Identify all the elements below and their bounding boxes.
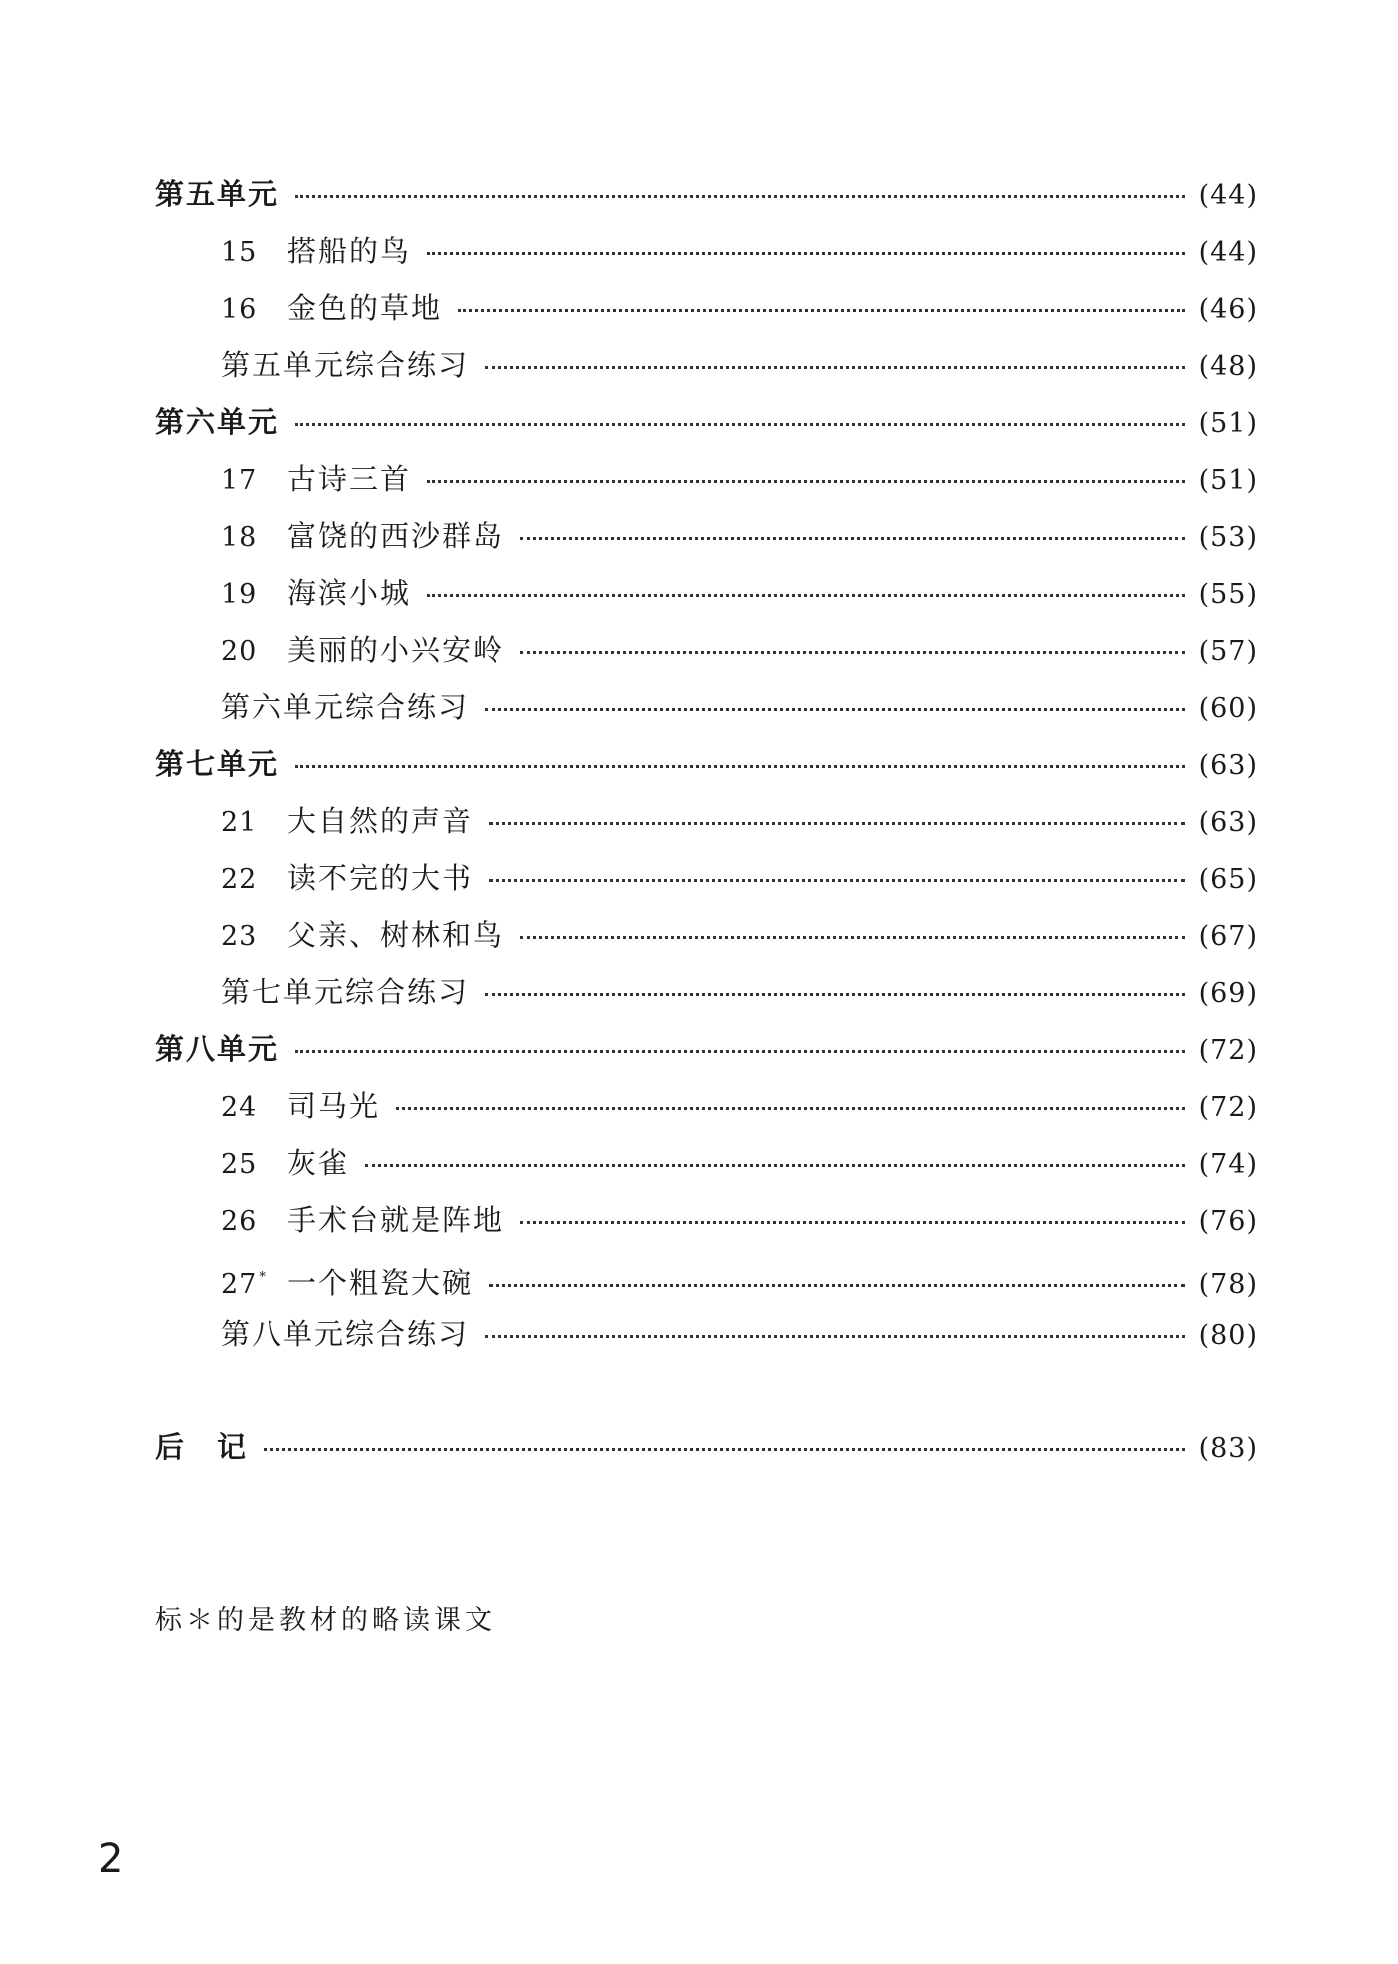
toc-entry[interactable] bbox=[155, 679, 1258, 736]
toc-entry[interactable] bbox=[155, 451, 1258, 508]
supplementary-reading-mark: * bbox=[259, 1270, 267, 1285]
toc-entry[interactable] bbox=[155, 508, 1258, 565]
toc-entry[interactable] bbox=[155, 622, 1258, 679]
entry-page: (63) bbox=[1198, 750, 1258, 781]
entry-title: 手术台就是阵地 bbox=[287, 1203, 505, 1237]
dot-leader bbox=[295, 195, 1185, 198]
entry-title: 第七单元 bbox=[155, 747, 280, 781]
afterword-label: 后 记 bbox=[155, 1430, 249, 1464]
dot-leader bbox=[489, 1284, 1185, 1287]
entry-title: 第五单元 bbox=[155, 177, 280, 211]
entry-page: (44) bbox=[1198, 237, 1258, 268]
entry-page: (51) bbox=[1198, 465, 1258, 496]
toc-unit-heading[interactable] bbox=[155, 394, 1258, 451]
entry-page: (80) bbox=[1198, 1320, 1258, 1351]
entry-title: 读不完的大书 bbox=[287, 861, 474, 895]
dot-leader bbox=[264, 1448, 1185, 1451]
lesson-number: 27 * bbox=[221, 1269, 267, 1300]
toc-entry[interactable] bbox=[155, 1135, 1258, 1192]
toc-entry[interactable] bbox=[155, 793, 1258, 850]
toc-entry-afterword[interactable] bbox=[155, 1419, 1258, 1476]
entry-title: 第五单元综合练习 bbox=[221, 348, 470, 382]
toc-unit-heading[interactable] bbox=[155, 736, 1258, 793]
table-of-contents bbox=[155, 166, 1258, 1476]
entry-title: 灰雀 bbox=[287, 1146, 350, 1180]
dot-leader bbox=[427, 480, 1185, 483]
dot-leader bbox=[485, 993, 1185, 996]
entry-page: (57) bbox=[1198, 636, 1258, 667]
entry-page: (72) bbox=[1198, 1092, 1258, 1123]
entry-page: (44) bbox=[1198, 180, 1258, 211]
toc-entry[interactable] bbox=[155, 565, 1258, 622]
entry-page: (65) bbox=[1198, 864, 1258, 895]
dot-leader bbox=[396, 1107, 1185, 1110]
dot-leader bbox=[427, 594, 1185, 597]
lesson-number: 25 bbox=[221, 1149, 258, 1180]
entry-title: 第八单元 bbox=[155, 1032, 280, 1066]
toc-entry[interactable] bbox=[155, 964, 1258, 1021]
entry-page: (67) bbox=[1198, 921, 1258, 952]
toc-rows bbox=[155, 166, 1258, 1363]
footnote: 标＊的是教材的略读课文 bbox=[155, 1605, 496, 1636]
entry-title: 第八单元综合练习 bbox=[221, 1317, 470, 1351]
dot-leader bbox=[520, 936, 1185, 939]
dot-leader bbox=[485, 1335, 1185, 1338]
lesson-number: 24 bbox=[221, 1092, 258, 1123]
entry-title: 金色的草地 bbox=[287, 291, 443, 325]
entry-page: (78) bbox=[1198, 1269, 1258, 1300]
entry-page: (51) bbox=[1198, 408, 1258, 439]
entry-title: 司马光 bbox=[287, 1089, 381, 1123]
entry-page: (48) bbox=[1198, 351, 1258, 382]
toc-entry[interactable] bbox=[155, 280, 1258, 337]
entry-page: (63) bbox=[1198, 807, 1258, 838]
toc-unit-heading[interactable] bbox=[155, 166, 1258, 223]
lesson-number: 18 bbox=[221, 522, 258, 553]
lesson-number: 19 bbox=[221, 579, 258, 610]
dot-leader bbox=[295, 765, 1185, 768]
dot-leader bbox=[489, 822, 1185, 825]
entry-page: (74) bbox=[1198, 1149, 1258, 1180]
lesson-number: 26 bbox=[221, 1206, 258, 1237]
entry-page: (76) bbox=[1198, 1206, 1258, 1237]
toc-entry[interactable] bbox=[155, 337, 1258, 394]
lesson-number: 15 bbox=[221, 237, 258, 268]
lesson-number: 20 bbox=[221, 636, 258, 667]
dot-leader bbox=[365, 1164, 1185, 1167]
dot-leader bbox=[489, 879, 1185, 882]
toc-entry[interactable] bbox=[155, 223, 1258, 280]
dot-leader bbox=[295, 1050, 1185, 1053]
dot-leader bbox=[485, 708, 1185, 711]
afterword-page: (83) bbox=[1198, 1433, 1258, 1464]
lesson-number: 22 bbox=[221, 864, 258, 895]
section-gap bbox=[155, 1363, 1258, 1419]
entry-page: (69) bbox=[1198, 978, 1258, 1009]
toc-entry[interactable] bbox=[155, 907, 1258, 964]
dot-leader bbox=[520, 651, 1185, 654]
entry-title: 富饶的西沙群岛 bbox=[287, 519, 505, 553]
dot-leader bbox=[427, 252, 1185, 255]
entry-title: 一个粗瓷大碗 bbox=[287, 1266, 474, 1300]
toc-entry[interactable] bbox=[155, 850, 1258, 907]
lesson-number: 16 bbox=[221, 294, 258, 325]
lesson-number: 23 bbox=[221, 921, 258, 952]
entry-title: 第六单元 bbox=[155, 405, 280, 439]
entry-title: 美丽的小兴安岭 bbox=[287, 633, 505, 667]
dot-leader bbox=[295, 423, 1185, 426]
toc-entry[interactable] bbox=[155, 1078, 1258, 1135]
toc-entry[interactable] bbox=[155, 1249, 1258, 1306]
toc-entry[interactable] bbox=[155, 1192, 1258, 1249]
entry-page: (60) bbox=[1198, 693, 1258, 724]
entry-page: (46) bbox=[1198, 294, 1258, 325]
entry-title: 父亲、树林和鸟 bbox=[287, 918, 505, 952]
lesson-number: 17 bbox=[221, 465, 258, 496]
entry-title: 古诗三首 bbox=[287, 462, 412, 496]
page-number: 2 bbox=[98, 1836, 124, 1882]
dot-leader bbox=[520, 537, 1185, 540]
lesson-number: 21 bbox=[221, 807, 258, 838]
entry-title: 海滨小城 bbox=[287, 576, 412, 610]
entry-page: (55) bbox=[1198, 579, 1258, 610]
entry-title: 第七单元综合练习 bbox=[221, 975, 470, 1009]
entry-page: (53) bbox=[1198, 522, 1258, 553]
toc-entry[interactable] bbox=[155, 1306, 1258, 1363]
toc-unit-heading[interactable] bbox=[155, 1021, 1258, 1078]
entry-title: 第六单元综合练习 bbox=[221, 690, 470, 724]
dot-leader bbox=[520, 1221, 1185, 1224]
dot-leader bbox=[485, 366, 1185, 369]
dot-leader bbox=[458, 309, 1185, 312]
entry-title: 大自然的声音 bbox=[287, 804, 474, 838]
entry-title: 搭船的鸟 bbox=[287, 234, 412, 268]
entry-page: (72) bbox=[1198, 1035, 1258, 1066]
